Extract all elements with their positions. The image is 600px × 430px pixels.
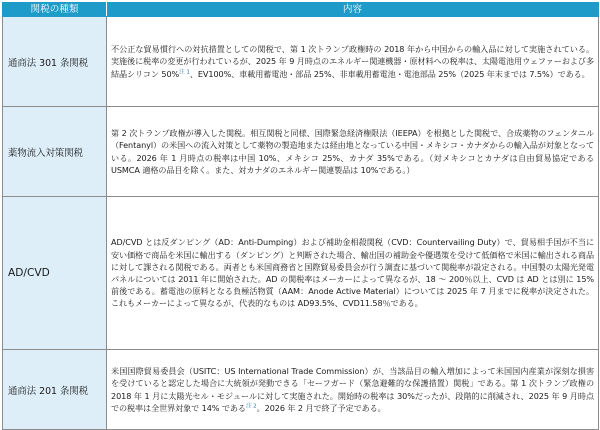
description-text: 不公正な貿易慣行への対抗措置としての関税で、第 1 次トランプ政権時の 2018 年から中国からの輸入品に対して実施されている。実施後に税率の変更が行われているが、2025 年 9 月時点のエネルギー関連機器・原材料への税率は、太陽電池用ウェファーおよび多結晶シリコン 50% — [111, 44, 594, 79]
table-header-row — [3, 3, 599, 17]
tariff-description — [107, 350, 599, 430]
footnote-ref: 注 2 — [245, 403, 257, 410]
header-kind: 関税の種類 — [3, 3, 107, 17]
header-content: 内容 — [107, 3, 599, 17]
table-row — [3, 197, 599, 350]
table-row — [3, 107, 599, 197]
tariff-kind: 通商法 201 条関税 — [3, 350, 107, 430]
description-text: 。2026 年 2 月で終了予定である。 — [256, 402, 386, 413]
footnote-ref: 注 1 — [179, 68, 190, 75]
description-text: 米国国際貿易委員会（USITC：US International Trade Commission）が、当該品目の輸入増加によって米国国内産業が深刻な損害を受けていると認定した場合に大統領が発動できる「セーフガード（緊急避難的な保護措置）関税」である。第 1 次トランプ政権の 2018 年 1 月に太陽光セル・モジュールに対して実施された。開始時の税率は 30%だったが、段階的に削減され、2025 年 9 月時点での税率は全世界対象で 14% である — [111, 366, 594, 413]
table-row — [3, 350, 599, 430]
tariff-kind: 薬物流入対策関税 — [3, 107, 107, 197]
description-text: 、EV100%、車載用蓄電池・部品 25%、非車載用蓄電池・電池部品 25%（2025 年末までは 7.5%）である。 — [189, 68, 590, 79]
tariff-description — [107, 17, 599, 107]
table-row — [3, 17, 599, 107]
tariff-description: AD/CVD とは反ダンピング（AD：Anti-Dumping）および補助金相殺関税（CVD：Countervailing Duty）で、貿易相手国が不当に安い価格で商品を米国に輸出する（ダンピング）と判断された場合、輸出国の補助金や優遇策を受けて低価格で米国に輸出される商品に対して課される関税である。両者とも米国商務省と国際貿易委員会が行う調査に基づいて関税率が設定される。中国製の太陽光発電パネルについては 2011 年に開始された。AD の関税率はメーカーによって異なるが、18 ～ 200％以上、CVD は AD とは別に 15% 前後である。蓄電池の原料となる負極活物質（AAM：Anode Active Material）については 2025 年 7 月までに税率が決定された。これもメーカーによって異なるが、代表的なものは AD93.5%、CVD11.58％である。 — [107, 197, 599, 350]
tariff-kind: AD/CVD — [3, 197, 107, 350]
tariff-description: 第 2 次トランプ政権が導入した関税。相互関税と同様、国際緊急経済権限法（IEEPA）を根拠とした関税で、合成薬物のフェンタニル（Fentanyl）の米国への流入対策として薬物の製造地または経由地となっている中国・メキシコ・カナダからの輸入品が対象となっている。2026 年 1 月時点の税率は中国 10%、メキシコ 25%、カナダ 35%である。（対メキシコとカナダは自由貿易協定である USMCA 適格の品目を除く。また、対カナダのエネルギー関連製品は 10%である。） — [107, 107, 599, 197]
tariff-types-table — [2, 2, 599, 430]
tariff-kind: 通商法 301 条関税 — [3, 17, 107, 107]
